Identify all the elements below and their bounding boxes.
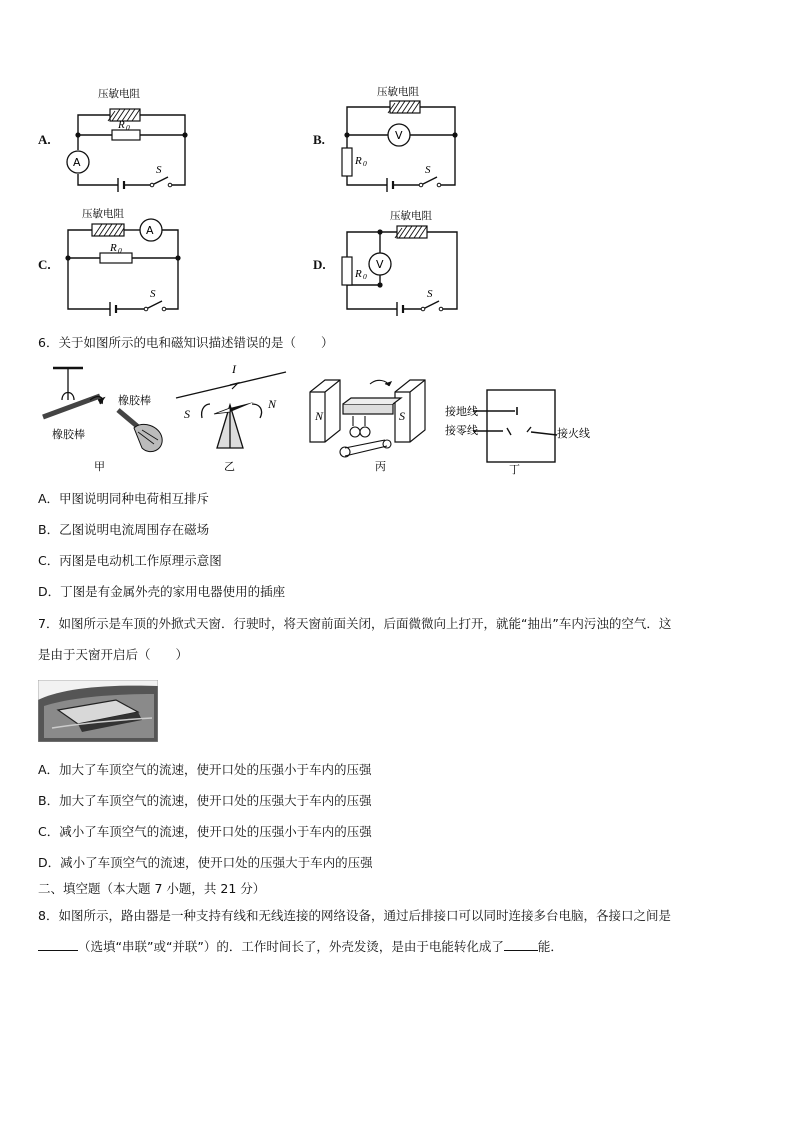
circuit-diagram-a — [60, 80, 200, 195]
pressure-sensor-resistor-b — [388, 101, 420, 113]
svg-text:0: 0 — [126, 123, 130, 132]
current-label: I — [232, 362, 236, 376]
figure-ding — [445, 385, 605, 475]
svg-text:0: 0 — [118, 246, 122, 255]
figure-bing — [305, 370, 435, 475]
caption-yi: 乙 — [224, 460, 235, 473]
q6-option-d[interactable]: D．丁图是有金属外壳的家用电器使用的插座 — [38, 584, 286, 599]
pressure-sensor-resistor-d — [395, 226, 427, 238]
question-8-line1: 8．如图所示，路由器是一种支持有线和无线连接的网络设备，通过后排接口可以同时连接多台电脑，各接口之间是 — [38, 908, 671, 923]
sensor-label-d: 压敏电阻 — [390, 210, 432, 222]
south-pole-label: S — [184, 407, 190, 421]
option-letter-b: B. — [313, 132, 325, 147]
circuit-diagram-b — [335, 80, 475, 195]
caption-bing: 丙 — [375, 460, 386, 473]
neutral-wire-label: 接零线 — [445, 424, 478, 437]
r0-label-b: R — [355, 155, 362, 167]
q6-option-c[interactable]: C．丙图是电动机工作原理示意图 — [38, 553, 222, 568]
sensor-label-c: 压敏电阻 — [82, 208, 124, 220]
figure-yi — [172, 360, 290, 475]
socket-outline — [487, 390, 555, 462]
switch-label-a: S — [156, 164, 162, 176]
live-wire-label: 接火线 — [557, 427, 590, 440]
question-8-line2: （选填“串联”或“并联”）的．工作时间长了，外壳发烫，是由于电能转化成了 能． — [38, 937, 563, 955]
meter-label-a: A — [73, 156, 81, 169]
circuit-diagram-c — [60, 205, 200, 320]
section-2-title: 二、填空题（本大题 7 小题，共 21 分） — [38, 881, 266, 896]
question-7-stem-line2: 是由于天窗开启后（ ） — [38, 647, 189, 662]
sensor-label-b: 压敏电阻 — [377, 86, 419, 98]
question-7-stem-line1: 7．如图所示是车顶的外掀式天窗．行驶时，将天窗前面关闭，后面微微向上打开，就能“抽出”车内污浊的空气．这 — [38, 616, 672, 631]
option-letter-a: A. — [38, 132, 51, 147]
compass-needle-icon — [214, 402, 254, 414]
sensor-label-a: 压敏电阻 — [98, 88, 140, 100]
magnet-n-label: N — [315, 409, 324, 423]
meter-label-d: V — [376, 258, 384, 271]
r0-label-d: R — [355, 268, 362, 280]
answer-blank-2[interactable] — [504, 938, 538, 951]
q7-option-a[interactable]: A．加大了车顶空气的流速，使开口处的压强小于车内的压强 — [38, 762, 372, 777]
resistor-r0-c — [100, 253, 132, 263]
option-letter-d: D. — [313, 257, 326, 272]
resistor-r0-d — [342, 257, 352, 285]
svg-text:0: 0 — [363, 159, 367, 168]
q7-option-b[interactable]: B．加大了车顶空气的流速，使开口处的压强大于车内的压强 — [38, 793, 372, 808]
option-letter-c: C. — [38, 257, 51, 272]
q7-option-d[interactable]: D．减小了车顶空气的流速，使开口处的压强大于车内的压强 — [38, 855, 373, 870]
q6-option-a[interactable]: A．甲图说明同种电荷相互排斥 — [38, 491, 210, 506]
ground-wire-label: 接地线 — [445, 405, 478, 418]
hand-holding-rod-icon — [118, 410, 162, 452]
r0-label-c: R — [110, 242, 117, 254]
caption-ding: 丁 — [509, 463, 520, 475]
resistor-r0-b — [342, 148, 352, 176]
meter-label-b: V — [395, 129, 403, 142]
magnet-s-label: S — [399, 409, 405, 423]
rubber-rod-label-top: 橡胶棒 — [118, 394, 151, 407]
q6-option-b[interactable]: B．乙图说明电流周围存在磁场 — [38, 522, 210, 537]
circuit-diagram-d — [335, 205, 475, 320]
car-sunroof-photo — [38, 680, 158, 742]
r0-label-a: R — [118, 119, 125, 131]
switch-label-b: S — [425, 164, 431, 176]
question-6-stem: 6．关于如图所示的电和磁知识描述错误的是（ ） — [38, 335, 334, 350]
caption-jia: 甲 — [94, 460, 105, 473]
svg-text:0: 0 — [363, 272, 367, 281]
figure-jia — [38, 360, 173, 475]
q7-option-c[interactable]: C．减小了车顶空气的流速，使开口处的压强小于车内的压强 — [38, 824, 372, 839]
rubber-rod-label-bottom: 橡胶棒 — [52, 428, 85, 441]
meter-label-c: A — [146, 224, 154, 237]
north-pole-label: N — [268, 397, 277, 411]
switch-label-d: S — [427, 288, 433, 300]
answer-blank-1[interactable] — [38, 938, 78, 951]
switch-label-c: S — [150, 288, 156, 300]
pressure-sensor-resistor-c — [92, 224, 124, 236]
